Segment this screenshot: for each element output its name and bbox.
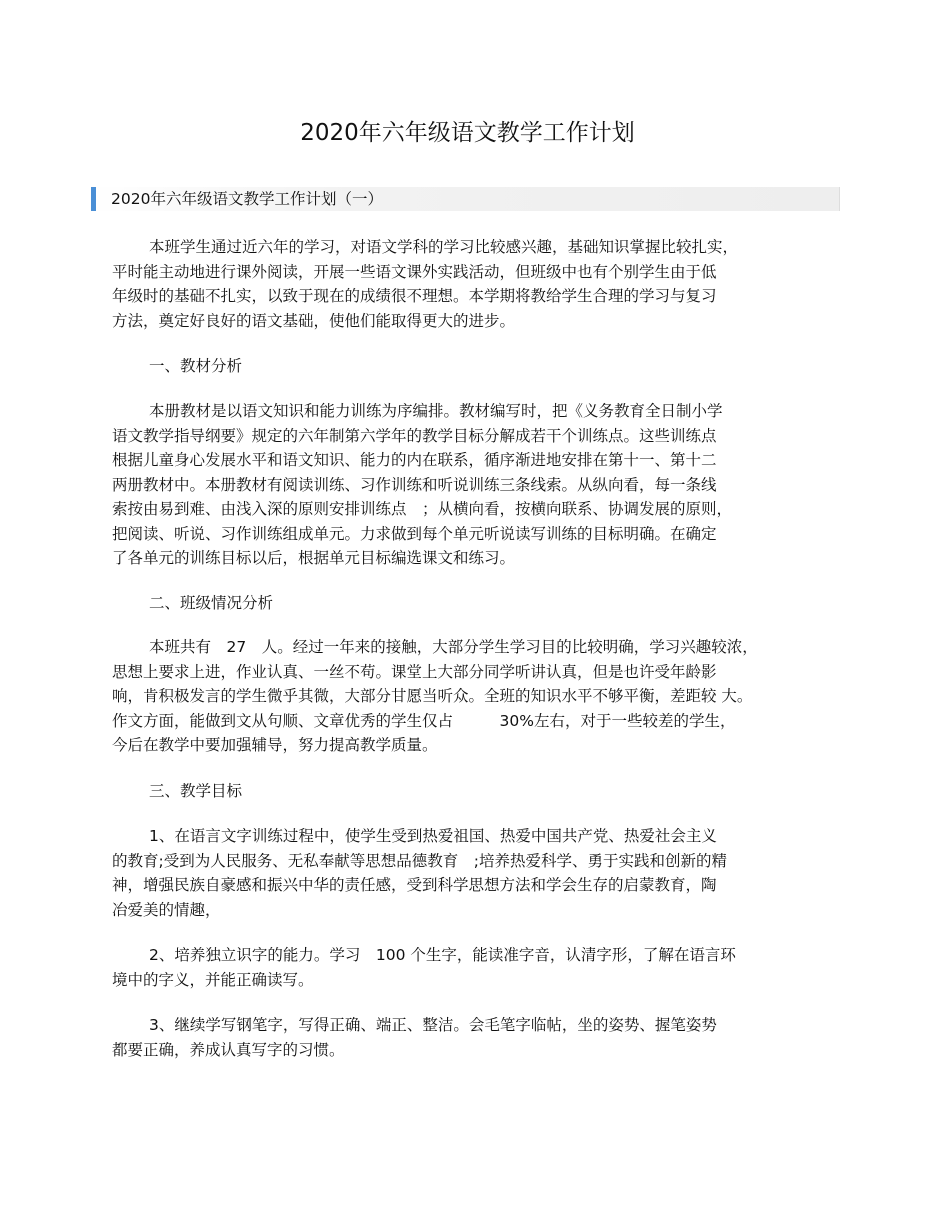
paragraph-line: 两册教材中。本册教材有阅读训练、习作训练和听说训练三条线索。从纵向看，每一条线 [112, 475, 717, 494]
section-heading-materials: 一、教材分析 [149, 357, 243, 375]
paragraph-line: 了各单元的训练目标以后，根据单元目标编选课文和练习。 [112, 549, 516, 567]
paragraph-line: 本班学生通过近六年的学习，对语文学科的学习比较感兴趣，基础知识掌握比较扎实， [149, 238, 739, 256]
paragraph-line: 索按由易到难、由浅入深的原则安排训练点 ；从横向看，按横向联系、协调发展的原则， [112, 500, 733, 518]
goal-1-paragraph [112, 824, 832, 922]
paragraph-line: 的教育;受到为人民服务、无私奉献等思想品德教育 ;培养热爱科学、勇于实践和创新的精 [112, 851, 727, 870]
paragraph-line: 神，增强民族自豪感和振兴中华的责任感，受到科学思想方法和学会生存的启蒙教育，陶 [112, 876, 717, 894]
paragraph-line: 方法，奠定好良好的语文基础，使他们能取得更大的进步。 [112, 311, 516, 330]
paragraph-line: 把阅读、听说、习作训练组成单元。力求做到每个单元听说读写训练的目标明确。在确定 [112, 524, 717, 543]
paragraph-line: 作文方面，能做到文从句顺、文章优秀的学生仅占 30%左右，对于一些较差的学生， [112, 711, 736, 730]
section-heading-class: 二、班级情况分析 [149, 594, 274, 612]
intro-paragraph [112, 235, 832, 333]
paragraph-line: 本册教材是以语文知识和能力训练为序编排。教材编写时，把《义务教育全日制小学 [149, 402, 723, 420]
section-title: 2020年六年级语文教学工作计划（一） [111, 190, 383, 208]
paragraph-line: 1、在语言文字训练过程中，使学生受到热爱祖国、热爱中国共产党、热爱社会主义 [149, 827, 717, 845]
paragraph-line: 3、继续学写钢笔字，写得正确、端正、整洁。会毛笔字临帖，坐的姿势、握笔姿势 [149, 1016, 717, 1034]
section-heading-goals: 三、教学目标 [149, 782, 243, 800]
paragraph-line: 年级时的基础不扎实，以致于现在的成绩很不理想。本学期将教给学生合理的学习与复习 [112, 287, 717, 305]
section-accent-bar [91, 187, 96, 211]
paragraph-line: 平时能主动地进行课外阅读，开展一些语文课外实践活动，但班级中也有个别学生由于低 [112, 262, 717, 281]
paragraph-line: 都要正确，养成认真写字的习惯。 [112, 1040, 345, 1059]
document-title: 2020年六年级语文教学工作计划 [300, 120, 635, 146]
section-header [91, 187, 840, 211]
paragraph-line: 本班共有 27 人。经过一年来的接触，大部分学生学习目的比较明确，学习兴趣较浓， [149, 638, 758, 656]
paragraph-line: 根据儿童身心发展水平和语文知识、能力的内在联系，循序渐进地安排在第十一、第十二 [112, 451, 717, 469]
paragraph-line: 响，肯积极发言的学生微乎其微，大部分甘愿当听众。全班的知识水平不够平衡，差距较 大。 [112, 687, 753, 705]
paragraph-line: 今后在教学中要加强辅导，努力提高教学质量。 [112, 736, 438, 754]
goal-2-paragraph [112, 943, 832, 992]
materials-paragraph [112, 399, 832, 571]
goal-3-paragraph [112, 1013, 832, 1062]
class-paragraph [112, 635, 832, 758]
paragraph-line: 2、培养独立识字的能力。学习 100 个生字，能读准字音，认清字形，了解在语言环 [149, 946, 736, 964]
paragraph-line: 思想上要求上进，作业认真、一丝不苟。课堂上大部分同学听讲认真，但是也许受年龄影 [112, 662, 717, 681]
paragraph-line: 境中的字义，并能正确读写。 [112, 970, 314, 989]
paragraph-line: 冶爱美的情趣， [112, 900, 221, 919]
paragraph-line: 语文教学指导纲要》规定的六年制第六学年的教学目标分解成若干个训练点。这些训练点 [112, 426, 717, 445]
